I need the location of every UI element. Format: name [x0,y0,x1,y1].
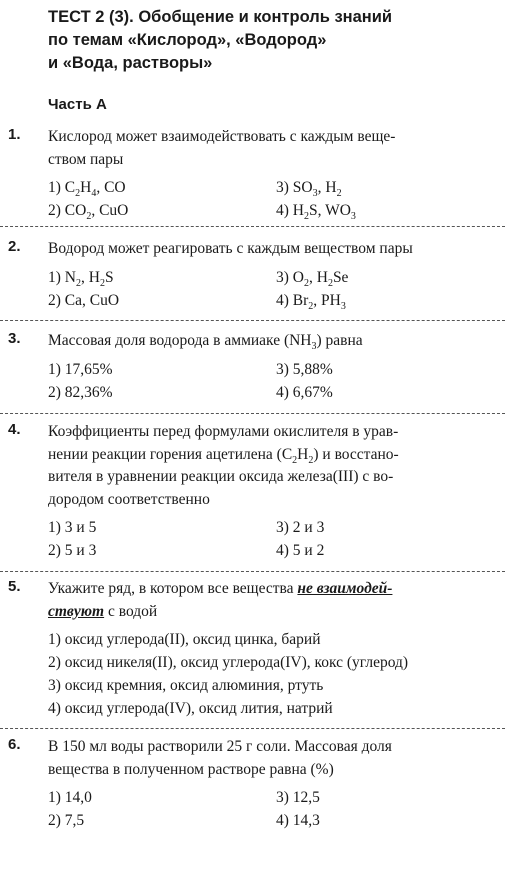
answer-option: 3) 5,88% [276,360,333,378]
subscript: 3 [311,341,317,353]
answer-option: 4) 5 и 2 [276,542,325,559]
subscript: 2 [303,277,309,289]
title-line: по темам «Кислород», «Водород» [48,31,327,49]
answer-option: 2) Ca, CuO [48,291,120,309]
question-text-line: В 150 мл воды растворили 25 г соли. Массовая доля [48,738,392,755]
answer-option: 2) 7,5 [48,812,85,829]
emphasis-text: ствуют [48,602,105,620]
answer-option: 3) 12,5 [276,789,320,806]
question-text-line: вителя в уравнении реакции оксида железа(III) с во- [48,468,394,485]
question-1 [8,126,498,222]
question-6 [8,736,498,832]
subscript: 2 [86,211,92,223]
answer-options [48,629,498,720]
answer-options [48,359,498,404]
answer-option: 2) оксид никеля(II), оксид углерода(IV), кокс (углерод) [48,654,409,671]
question-number: 3. [8,330,21,347]
divider [0,226,505,227]
question-2 [8,238,498,312]
question-text [48,126,498,171]
answer-option: 2) 5 и 3 [48,542,97,559]
question-text-line: Укажите ряд, в котором все вещества не взаимодей- [48,580,393,597]
question-number: 1. [8,126,21,143]
question-number: 5. [8,578,21,595]
answer-option: 1) 3 и 5 [48,519,97,536]
question-number: 4. [8,421,21,438]
answer-option: 4) 6,67% [276,383,333,401]
answer-option: 2) 82,36% [48,383,113,401]
answer-option: 4) 14,3 [276,812,320,829]
question-text [48,238,498,261]
subscript: 3 [340,300,346,312]
question-text-line: Водород может реагировать с каждым веществом пары [48,240,413,257]
answer-option: 3) $O_2$, $H_2Se$ [276,268,349,289]
answer-options [48,517,498,562]
question-text [48,330,498,353]
answer-option: 4) $H_2S$, $WO_3$ [276,202,356,223]
question-text-line: ствуют с водой [48,602,158,620]
question-text-line: вещества в полученном растворе равна (%) [48,760,334,778]
answer-options [48,267,498,312]
question-text-line: нении реакции горения ацетилена $(C_2H_2)$ и восстано- [48,445,399,466]
question-text-line: Кислород может взаимодействовать с каждым веще- [48,128,396,145]
question-text-line: Коэффициенты перед формулами окислителя в урав- [48,423,399,440]
answer-option: 4) оксид углерода(IV), оксид лития, натрий [48,700,333,717]
title-line: ТЕСТ 2 (3). Обобщение и контроль знаний [48,8,393,26]
answer-option: 2) $CO_2$, CuO [48,202,129,223]
question-4 [8,421,498,562]
divider [0,413,505,414]
emphasis-text: не взаимодей- [297,580,393,597]
subscript: 4 [91,188,97,200]
subscript: 2 [292,454,298,466]
answer-option: 1) 14,0 [48,789,92,806]
divider [0,571,505,572]
subscript: 2 [99,277,105,289]
subscript: 2 [308,300,314,312]
subscript: 2 [75,188,81,200]
answer-option: 1) $N_2$, $H_2S$ [48,268,114,289]
question-text-line: Массовая доля водорода в аммиаке $(NH_3)$ равна [48,332,363,353]
question-number: 2. [8,238,21,255]
answer-option: 3) $SO_3$, $H_2$ [276,179,342,200]
answer-option: 3) 2 и 3 [276,519,325,536]
answer-option: 1) оксид углерода(II), оксид цинка, барий [48,631,321,648]
divider [0,320,505,321]
question-number: 6. [8,736,21,753]
subscript: 2 [336,188,342,200]
test-title [48,6,488,75]
question-text-line: дородом соответственно [48,490,210,508]
subscript: 2 [327,277,333,289]
subscript: 2 [303,211,309,223]
question-text [48,578,498,623]
subscript: 3 [350,211,356,223]
part-heading: Часть А [48,96,107,113]
question-text [48,421,498,511]
answer-option: 4) $Br_2$, $PH_3$ [276,291,346,312]
title-line: и «Вода, растворы» [48,54,213,72]
answer-option: 3) оксид кремния, оксид алюминия, ртуть [48,677,324,694]
question-text-line: ством пары [48,150,124,168]
question-5 [8,578,498,720]
subscript: 2 [75,277,81,289]
answer-options [48,787,498,832]
question-text [48,736,498,781]
answer-options [48,177,498,222]
divider [0,728,505,729]
subscript: 2 [308,454,314,466]
question-3 [8,330,498,404]
answer-option: 1) $C_2H_4$, CO [48,179,126,200]
subscript: 3 [312,188,318,200]
answer-option: 1) 17,65% [48,360,113,378]
